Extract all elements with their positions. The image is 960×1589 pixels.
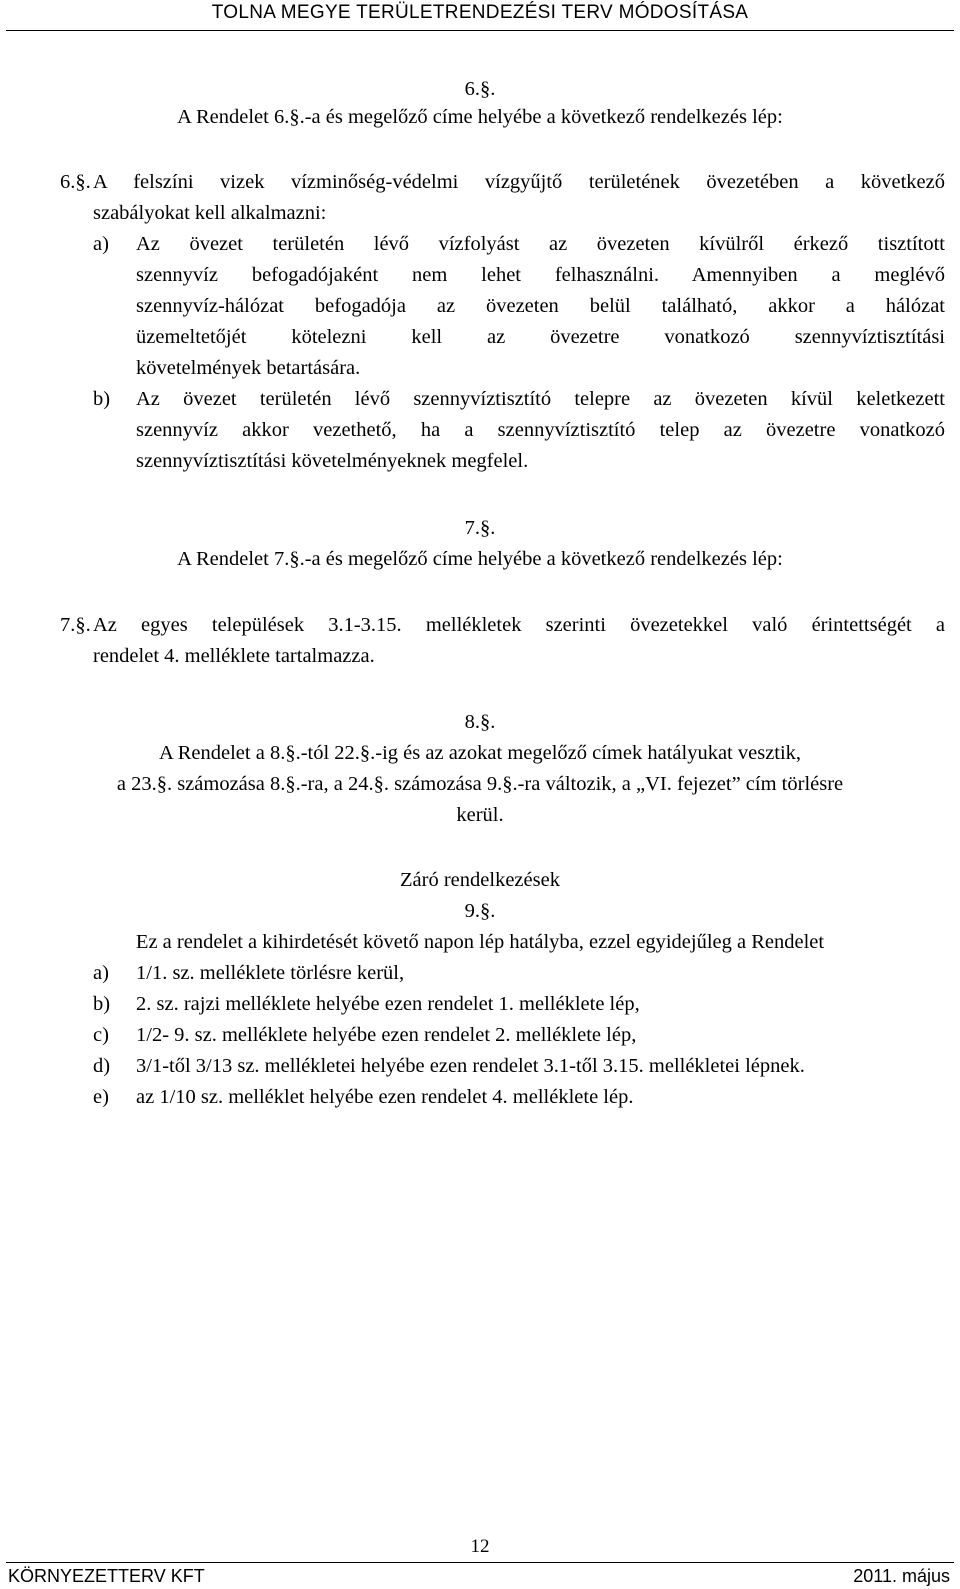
item-a-line-2: szennyvíz befogadójaként nem lehet felhasználni. Amennyiben a meglévő	[136, 264, 945, 286]
section-6-line-2: szabályokat kell alkalmazni:	[93, 202, 327, 224]
section-6-heading: 6.§.	[464, 78, 496, 100]
section-7-heading: 7.§.	[464, 517, 496, 539]
page-header	[0, 0, 960, 34]
list-item-d-text: 3/1-től 3/13 sz. mellékletei helyébe ezen rendelet 3.1-től 3.15. mellékletei lépnek.	[136, 1055, 805, 1077]
section-7-line-2: rendelet 4. melléklete tartalmazza.	[93, 645, 375, 667]
page-number: 12	[470, 1536, 490, 1557]
list-item-a-marker: a)	[93, 962, 109, 984]
list-item-a-text: 1/1. sz. melléklete törlésre kerül,	[136, 962, 405, 984]
footer-rule	[6, 1562, 954, 1563]
list-item-d-marker: d)	[93, 1055, 111, 1077]
item-a-line-3: szennyvíz-hálózat befogadója az övezeten belül található, akkor a hálózat	[136, 295, 945, 317]
header-title: TOLNA MEGYE TERÜLETRENDEZÉSI TERV MÓDOSÍTÁSA	[211, 2, 749, 23]
section-9-heading: 9.§.	[464, 900, 496, 922]
section-8-line-2: a 23.§. számozása 8.§.-ra, a 24.§. számozása 9.§.-ra változik, a „VI. fejezet” cím törlésre	[116, 773, 844, 795]
header-rule	[6, 30, 954, 31]
item-b-line-2: szennyvíz akkor vezethető, ha a szennyvíztisztító telep az övezetre vonatkozó	[136, 419, 945, 441]
section-6-line-1: A felszíni vizek vízminőség-védelmi vízgyűjtő területének övezetében a következő	[93, 171, 945, 193]
section-7-line-1: Az egyes települések 3.1-3.15. mellékletek szerinti övezetekkel való érintettségét a	[93, 614, 945, 636]
footer-date: 2011. május	[853, 1566, 950, 1586]
item-a-marker: a)	[93, 233, 109, 255]
section-9-intro: Ez a rendelet a kihirdetését követő napon lép hatályba, ezzel egyidejűleg a Rendelet	[135, 931, 825, 953]
section-6-number: 6.§.	[60, 171, 91, 193]
list-item-c-text: 1/2- 9. sz. melléklete helyébe ezen rendelet 2. melléklete lép,	[136, 1024, 637, 1046]
list-item-e-marker: e)	[93, 1086, 109, 1108]
section-7-number: 7.§.	[60, 614, 91, 636]
section-8-line-1: A Rendelet a 8.§.-tól 22.§.-ig és az azokat megelőző címek hatályukat vesztik,	[158, 742, 802, 764]
item-a-line-4: üzemeltetőjét kötelezni kell az övezetre vonatkozó szennyvíztisztítási	[136, 326, 945, 348]
section-8-line-3: kerül.	[456, 804, 504, 826]
section-6-intro: A Rendelet 6.§.-a és megelőző címe helyébe a következő rendelkezés lép:	[177, 106, 783, 128]
list-item-e-text: az 1/10 sz. melléklet helyébe ezen rendelet 4. melléklete lép.	[136, 1086, 634, 1108]
footer-company: KÖRNYEZETTERV KFT	[8, 1566, 205, 1586]
list-item-b-marker: b)	[93, 993, 111, 1015]
item-a-line-5: követelmények betartására.	[136, 357, 361, 379]
closing-provisions-title: Záró rendelkezések	[400, 869, 560, 891]
item-b-marker: b)	[93, 388, 111, 410]
item-a-line-1: Az övezet területén lévő vízfolyást az övezeten kívülről érkező tisztított	[136, 233, 945, 255]
section-8-heading: 8.§.	[464, 711, 496, 733]
item-b-line-1: Az övezet területén lévő szennyvíztisztító telepre az övezeten kívül keletkezett	[136, 388, 945, 410]
list-item-b-text: 2. sz. rajzi melléklete helyébe ezen rendelet 1. melléklete lép,	[136, 993, 640, 1015]
item-b-line-3: szennyvíztisztítási követelményeknek megfelel.	[136, 450, 529, 472]
list-item-c-marker: c)	[93, 1024, 109, 1046]
section-7-intro: A Rendelet 7.§.-a és megelőző címe helyébe a következő rendelkezés lép:	[177, 548, 783, 570]
